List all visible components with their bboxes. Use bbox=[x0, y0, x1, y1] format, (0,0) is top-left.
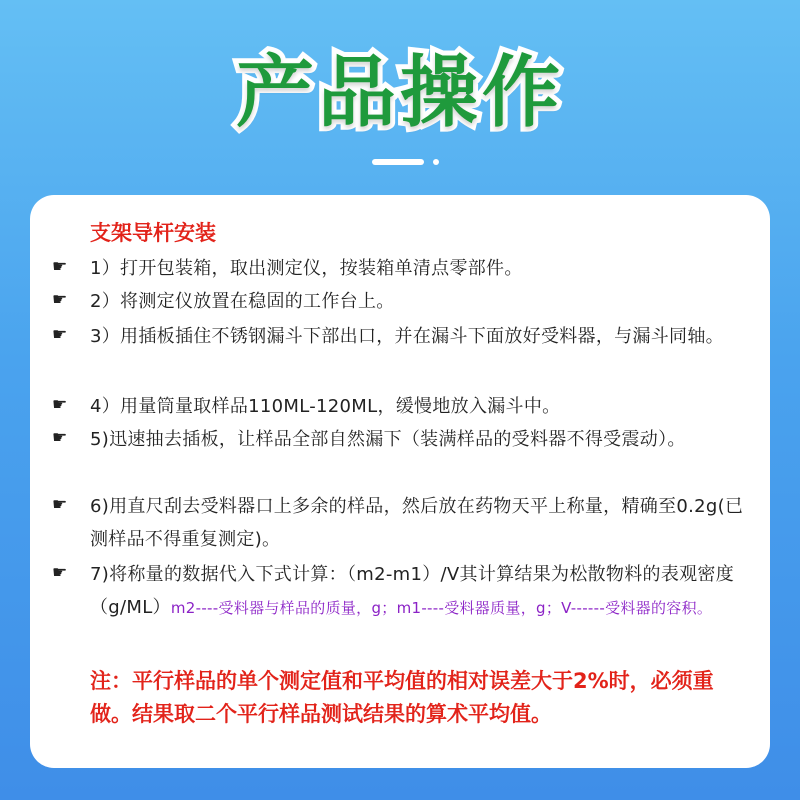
pointing-hand-icon: ☛ bbox=[52, 395, 68, 415]
pointing-hand-icon: ☛ bbox=[52, 290, 68, 310]
section-title: 支架导杆安装 bbox=[90, 221, 216, 245]
step-item-5 bbox=[52, 423, 752, 456]
note-text: 注：平行样品的单个测定值和平均值的相对误差大于2%时，必须重做。结果取二个平行样品测试结果的算术平均值。 bbox=[90, 669, 714, 726]
step-7-main: 7)将称量的数据代入下式计算：（m2-m1）/V其计算结果为松散物料的表观密度（g/ML） bbox=[90, 564, 735, 618]
pointing-hand-icon: ☛ bbox=[52, 428, 68, 448]
step-text-7 bbox=[90, 558, 752, 625]
step-item-7 bbox=[52, 558, 752, 625]
step-text-5: 5)迅速抽去插板，让样品全部自然漏下（装满样品的受料器不得受震动）。 bbox=[90, 429, 686, 450]
step-text-6: 6)用直尺刮去受料器口上多余的样品，然后放在药物天平上称量，精确至0.2g(已测样品不得重复测定)。 bbox=[90, 496, 744, 550]
step-item-1 bbox=[52, 252, 752, 285]
step-item-4 bbox=[52, 390, 752, 423]
pointing-hand-icon: ☛ bbox=[52, 325, 68, 345]
step-text-1: 1）打开包装箱，取出测定仪，按装箱单清点零部件。 bbox=[90, 258, 523, 279]
step-text-2: 2）将测定仪放置在稳固的工作台上。 bbox=[90, 291, 395, 312]
title-underline-dot bbox=[433, 159, 439, 165]
page-title: 产品操作 bbox=[235, 48, 564, 138]
step-text-3: 3）用插板插住不锈钢漏斗下部出口，并在漏斗下面放好受料器，与漏斗同轴。 bbox=[90, 326, 724, 347]
title-underline-bar bbox=[372, 159, 424, 165]
pointing-hand-icon: ☛ bbox=[52, 563, 68, 583]
pointing-hand-icon: ☛ bbox=[52, 495, 68, 515]
step-item-2 bbox=[52, 285, 752, 318]
step-item-6 bbox=[52, 490, 752, 556]
step-7-detail: m2----受料器与样品的质量，g；m1----受料器质量，g；V------受料器的容积。 bbox=[170, 599, 713, 617]
step-item-3 bbox=[52, 320, 752, 353]
pointing-hand-icon: ☛ bbox=[52, 257, 68, 277]
title-decoration bbox=[0, 159, 800, 167]
content-card bbox=[30, 195, 770, 768]
step-text-4: 4）用量筒量取样品110ML-120ML，缓慢地放入漏斗中。 bbox=[90, 396, 561, 417]
